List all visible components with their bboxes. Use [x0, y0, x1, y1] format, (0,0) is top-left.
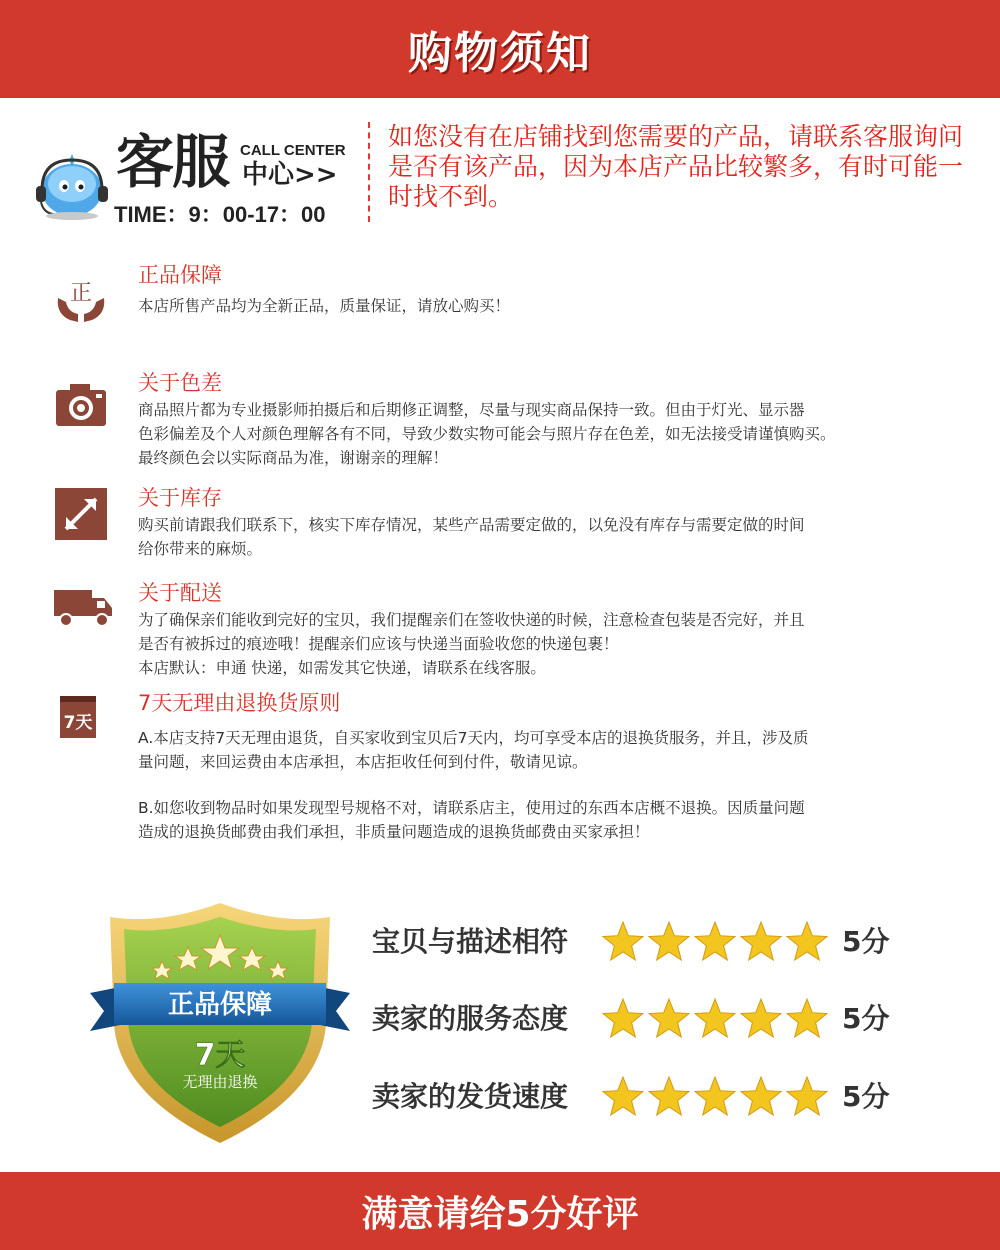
- section-line: B.如您收到物品时如果发现型号规格不对，请联系店主，使用过的东西本店概不退换。因质量问题: [138, 799, 805, 817]
- section-line: 购买前请跟我们联系下，核实下库存情况，某些产品需要定做的，以免没有库存与需要定做的时间: [138, 516, 805, 534]
- customer-service-block: [30, 128, 360, 228]
- star-icon: [695, 922, 735, 960]
- star-icon: [695, 1077, 735, 1115]
- section-title: 关于色差: [138, 371, 222, 395]
- rating-label: 卖家的发货速度: [372, 1080, 569, 1113]
- bottom-banner: [0, 1172, 1000, 1250]
- five-star-rating: [600, 918, 830, 966]
- star-icon: [649, 922, 689, 960]
- section-body-a: [138, 726, 978, 774]
- section-line: 造成的退换货邮费由我们承担，非质量问题造成的退换货邮费由买家承担！: [138, 823, 650, 841]
- section-title: 关于配送: [138, 581, 222, 605]
- star-icon: [695, 999, 735, 1037]
- rating-label: 卖家的服务态度: [372, 1002, 569, 1035]
- top-banner: [0, 0, 1000, 98]
- star-icon: [741, 999, 781, 1037]
- customer-service-note: 如您没有在店铺找到您需要的产品，请联系客服询问是否有该产品，因为本店产品比较繁多，有时可能一时找不到。: [388, 122, 964, 211]
- rating-row: [372, 1073, 932, 1123]
- genuine-icon-glyph: 正: [69, 281, 93, 306]
- section-title: 关于库存: [138, 486, 222, 510]
- section-line: 量问题，来回运费由本店承担，本店拒收任何到付件，敬请见谅。: [138, 753, 588, 771]
- page-title: 购物须知: [408, 28, 592, 79]
- call-center-label: CALL CENTER: [240, 142, 346, 159]
- seven-day-icon-glyph: 7天: [63, 713, 93, 733]
- genuine-hands-icon: [52, 268, 110, 326]
- shield-days: 7天: [194, 1038, 246, 1073]
- section-body-b: [138, 796, 978, 844]
- customer-service-big-text: 客服: [116, 128, 229, 196]
- section-body: [138, 398, 978, 470]
- star-icon: [649, 1077, 689, 1115]
- star-icon: [741, 1077, 781, 1115]
- star-icon: [787, 1077, 827, 1115]
- star-icon: [787, 999, 827, 1037]
- section-line: 商品照片都为专业摄影师拍摄后和后期修正调整，尽量与现实商品保持一致。但由于灯光、显示器: [138, 401, 805, 419]
- footer-text: 满意请给5分好评: [361, 1193, 639, 1235]
- center-label: 中心>>: [242, 160, 338, 190]
- section-line: 最终颜色会以实际商品为准，谢谢亲的理解！: [138, 449, 449, 467]
- section-body: [138, 294, 978, 318]
- section-title: 7天无理由退换货原则: [138, 691, 341, 715]
- resize-arrow-icon: [52, 485, 110, 543]
- star-icon: [787, 922, 827, 960]
- guarantee-shield-badge: [90, 895, 350, 1150]
- seven-day-calendar-icon: [56, 692, 100, 742]
- section-line: 为了确保亲们能收到完好的宝贝，我们提醒亲们在签收快递的时候，注意检查包装是否完好，并且: [138, 611, 805, 629]
- service-hours: TIME：9：00-17：00: [114, 202, 326, 227]
- rating-score: 5分: [842, 925, 890, 958]
- star-icon: [741, 922, 781, 960]
- rating-score: 5分: [842, 1002, 890, 1035]
- headset-mascot-icon: [30, 146, 108, 224]
- section-line: 给你带来的麻烦。: [138, 540, 263, 558]
- section-title: 正品保障: [138, 263, 222, 287]
- star-icon: [603, 999, 643, 1037]
- shield-ribbon-text: 正品保障: [167, 990, 273, 1020]
- section-line: A.本店支持7天无理由退货，自买家收到宝贝后7天内，均可享受本店的退换货服务，并且，涉及质: [138, 729, 809, 747]
- star-icon: [603, 922, 643, 960]
- dashed-divider: [368, 122, 370, 222]
- section-line: 是否有被拆过的痕迹哦！提醒亲们应该与快递当面验收您的快递包裹！: [138, 635, 619, 653]
- section-body: [138, 513, 978, 561]
- five-star-rating: [600, 1073, 830, 1121]
- rating-label: 宝贝与描述相符: [372, 925, 569, 958]
- shield-caption: 无理由退换: [182, 1073, 258, 1091]
- camera-icon: [52, 376, 110, 434]
- section-line: 本店所售产品均为全新正品，质量保证，请放心购买！: [138, 297, 511, 315]
- star-icon: [603, 1077, 643, 1115]
- star-icon: [649, 999, 689, 1037]
- section-line: 本店默认：申通 快递，如需发其它快递，请联系在线客服。: [138, 659, 546, 677]
- five-star-rating: [600, 995, 830, 1043]
- rating-row: [372, 995, 932, 1045]
- section-line: 色彩偏差及个人对颜色理解各有不同，导致少数实物可能会与照片存在色差，如无法接受请谨慎购买。: [138, 425, 836, 443]
- rating-row: [372, 918, 932, 968]
- rating-score: 5分: [842, 1080, 890, 1113]
- section-body: [138, 608, 978, 680]
- truck-icon: [52, 580, 116, 638]
